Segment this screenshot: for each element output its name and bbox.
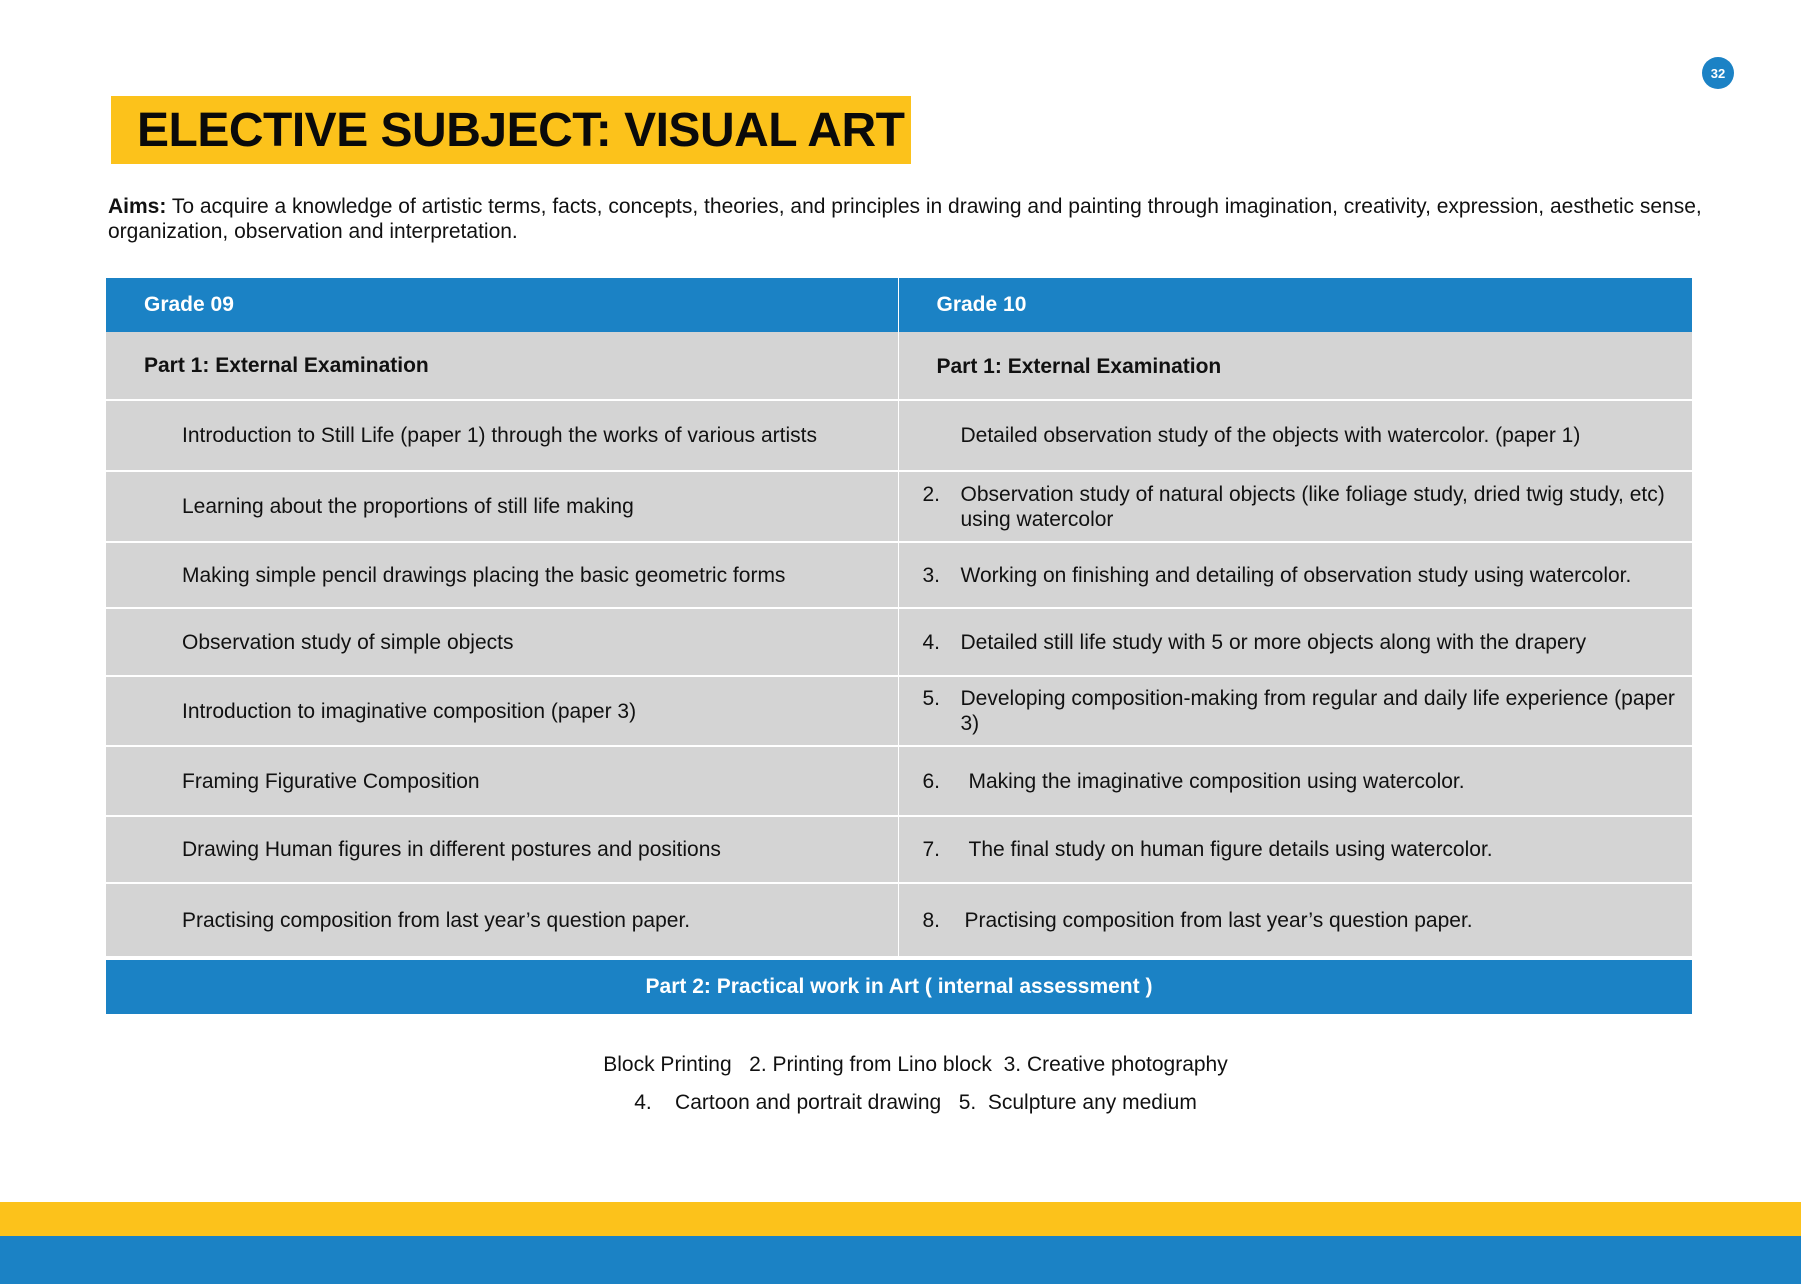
grade-10-item xyxy=(898,542,1692,608)
grade-10-item-number: 2. xyxy=(922,482,941,506)
title-banner xyxy=(111,96,911,164)
grade-09-item: Observation study of simple objects xyxy=(106,608,898,676)
grade-09-item: Framing Figurative Composition xyxy=(106,746,898,816)
page-title: ELECTIVE SUBJECT: VISUAL ART xyxy=(137,103,905,157)
table-header-row xyxy=(106,278,1692,332)
grade-10-item xyxy=(898,816,1692,883)
syllabus-table xyxy=(106,278,1692,958)
part1-grade-10: Part 1: External Examination xyxy=(898,332,1692,400)
footer-yellow-band xyxy=(0,1202,1801,1236)
grade-10-item xyxy=(898,400,1692,471)
footer-blue-band xyxy=(0,1236,1801,1284)
practical-line-1: Block Printing 2. Printing from Lino block 3. Creative photography xyxy=(603,1053,1228,1076)
grade-10-item-number: 4. xyxy=(922,630,941,654)
grade-09-item: Drawing Human figures in different postures and positions xyxy=(106,816,898,883)
header-grade-09: Grade 09 xyxy=(106,278,898,332)
header-grade-10: Grade 10 xyxy=(898,278,1692,332)
page-number-badge: 32 xyxy=(1702,57,1734,89)
grade-10-item xyxy=(898,883,1692,957)
table-row xyxy=(106,883,1692,957)
grade-09-item: Practising composition from last year’s question paper. xyxy=(106,883,898,957)
part1-row xyxy=(106,332,1692,400)
grade-10-item-text: Detailed observation study of the objects with watercolor. (paper 1) xyxy=(960,424,1581,447)
table-row xyxy=(106,676,1692,746)
grade-09-item: Learning about the proportions of still life making xyxy=(106,471,898,542)
part1-grade-09: Part 1: External Examination xyxy=(106,332,898,400)
table-row xyxy=(106,400,1692,471)
grade-09-item: Introduction to Still Life (paper 1) through the works of various artists xyxy=(106,400,898,471)
aims-label: Aims: xyxy=(108,195,167,218)
aims-paragraph xyxy=(108,194,1718,244)
grade-10-item-text: Working on finishing and detailing of observation study using watercolor. xyxy=(960,563,1632,587)
practical-line-2: 4. Cartoon and portrait drawing 5. Sculpture any medium xyxy=(634,1091,1197,1114)
grade-10-item-number: 6. xyxy=(922,769,941,793)
grade-09-item: Introduction to imaginative composition (paper 3) xyxy=(106,676,898,746)
grade-10-item-text: Developing composition-making from regular and daily life experience (paper 3) xyxy=(960,687,1675,735)
grade-10-item-number: 5. xyxy=(922,687,941,710)
grade-10-item-number: 8. xyxy=(922,908,941,932)
part2-heading: Part 2: Practical work in Art ( internal assessment ) xyxy=(106,960,1692,1014)
grade-09-item: Making simple pencil drawings placing the basic geometric forms xyxy=(106,542,898,608)
table-row xyxy=(106,816,1692,883)
grade-10-item xyxy=(898,608,1692,676)
table-row xyxy=(106,608,1692,676)
grade-10-item-text: Practising composition from last year’s question paper. xyxy=(964,908,1473,932)
table-row xyxy=(106,542,1692,608)
table-row xyxy=(106,471,1692,542)
aims-text: To acquire a knowledge of artistic terms, facts, concepts, theories, and principles in drawing and painting through imagination, creativity, expression, aesthetic sense, organization, observation and interpretation. xyxy=(108,195,1702,243)
grade-10-item-text: Observation study of natural objects (like foliage study, dried twig study, etc) using watercolor xyxy=(960,482,1665,531)
grade-10-item-text: Detailed still life study with 5 or more objects along with the drapery xyxy=(960,630,1587,654)
practical-work-list xyxy=(0,1046,1801,1122)
grade-10-item xyxy=(898,746,1692,816)
grade-10-item xyxy=(898,471,1692,542)
grade-10-item-text: Making the imaginative composition using watercolor. xyxy=(968,769,1465,793)
grade-10-item-number xyxy=(923,423,961,448)
table-row xyxy=(106,746,1692,816)
grade-10-item-number: 7. xyxy=(922,838,941,861)
grade-10-item-text: The final study on human figure details using watercolor. xyxy=(968,838,1493,861)
grade-10-item xyxy=(898,676,1692,746)
grade-10-item-number: 3. xyxy=(922,563,941,587)
